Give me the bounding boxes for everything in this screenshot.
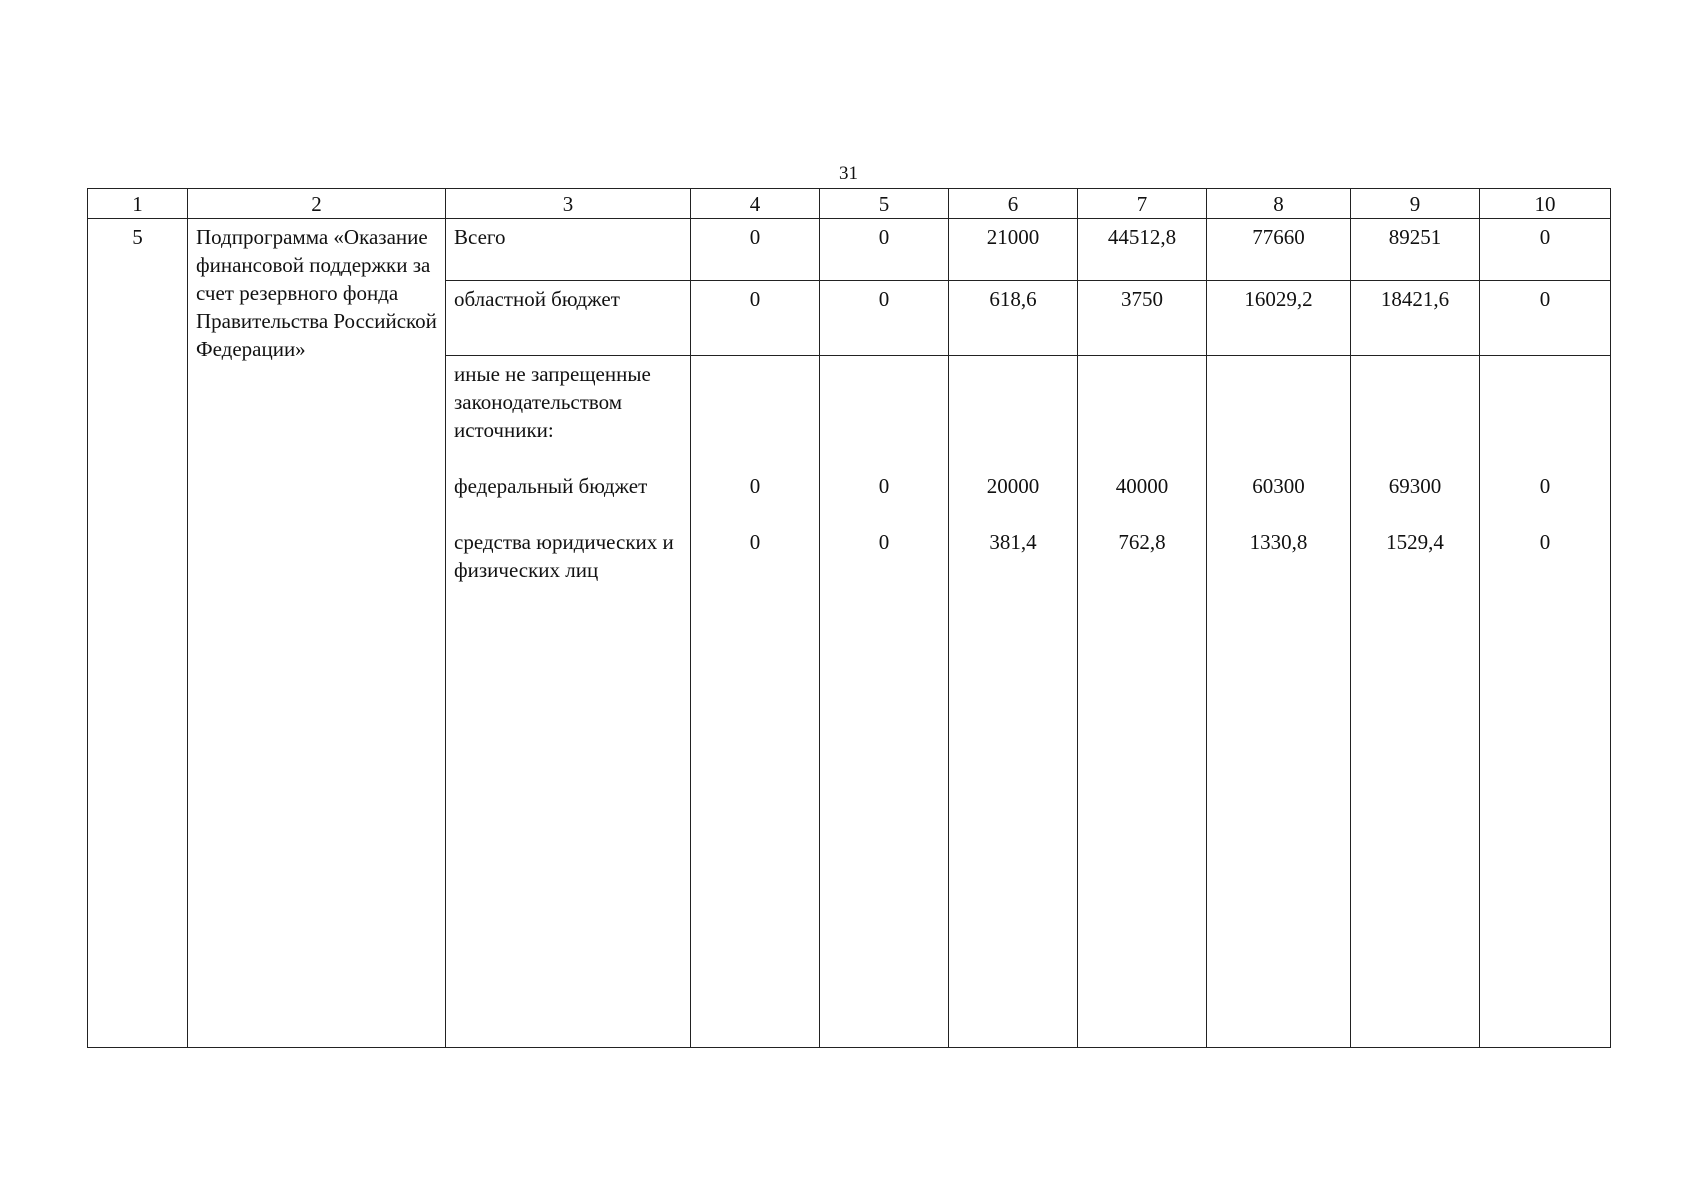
value-cell: 44512,8: [1078, 219, 1207, 281]
row-number: 5: [88, 219, 188, 1048]
source-label-federal: федеральный бюджет: [454, 474, 648, 498]
value-cell: 77660: [1207, 219, 1351, 281]
value-cell: 0: [749, 530, 761, 554]
value-cell: 0: [749, 474, 761, 498]
value-cell: 0: [1480, 281, 1611, 356]
value-cell: 0: [820, 219, 949, 281]
value-cell-group: [691, 356, 820, 1048]
value-cell-group: [1078, 356, 1207, 1048]
header-cell-7: 7: [1078, 189, 1207, 219]
source-label-regional: областной бюджет: [446, 281, 691, 356]
value-cell: 0: [878, 474, 890, 498]
header-cell-10: 10: [1480, 189, 1611, 219]
header-cell-2: 2: [188, 189, 446, 219]
value-cell: 0: [820, 281, 949, 356]
header-cell-1: 1: [88, 189, 188, 219]
header-cell-4: 4: [691, 189, 820, 219]
value-cell: 89251: [1351, 219, 1480, 281]
value-cell: 20000: [986, 474, 1040, 498]
value-cell: 60300: [1252, 474, 1305, 498]
value-cell: 16029,2: [1207, 281, 1351, 356]
value-cell: 0: [1480, 219, 1611, 281]
value-cell: 0: [691, 281, 820, 356]
value-cell: 0: [691, 219, 820, 281]
source-label-other: иные не запрещенные законодательством источники:: [454, 362, 651, 442]
value-cell: 0: [1539, 474, 1551, 498]
value-cell: 3750: [1078, 281, 1207, 356]
value-cell: 762,8: [1118, 530, 1166, 554]
header-cell-9: 9: [1351, 189, 1480, 219]
source-label-private: средства юридических и физических лиц: [454, 530, 674, 582]
page-number: 31: [839, 163, 858, 184]
budget-table: [87, 188, 1611, 1048]
header-row: [88, 189, 1611, 219]
value-cell: 40000: [1115, 474, 1169, 498]
header-cell-3: 3: [446, 189, 691, 219]
value-cell: 18421,6: [1351, 281, 1480, 356]
value-cell: 21000: [949, 219, 1078, 281]
header-cell-8: 8: [1207, 189, 1351, 219]
program-name: Подпрограмма «Оказание финансовой поддержки за счет резервного фонда Правительства Российской Федерации»: [188, 219, 446, 1048]
value-cell: 69300: [1388, 474, 1442, 498]
header-cell-6: 6: [949, 189, 1078, 219]
value-cell-group: [1207, 356, 1351, 1048]
value-cell: 1330,8: [1249, 530, 1308, 554]
value-cell-group: [820, 356, 949, 1048]
value-cell: 1529,4: [1386, 530, 1444, 554]
header-cell-5: 5: [820, 189, 949, 219]
value-cell: 381,4: [989, 530, 1037, 554]
source-cell-other: [446, 356, 691, 1048]
source-label-total: Всего: [446, 219, 691, 281]
value-cell-group: [1480, 356, 1611, 1048]
table-row-total: [88, 219, 1611, 281]
value-cell-group: [949, 356, 1078, 1048]
value-cell: 0: [1539, 530, 1551, 554]
value-cell: 0: [878, 530, 890, 554]
value-cell-group: [1351, 356, 1480, 1048]
value-cell: 618,6: [949, 281, 1078, 356]
